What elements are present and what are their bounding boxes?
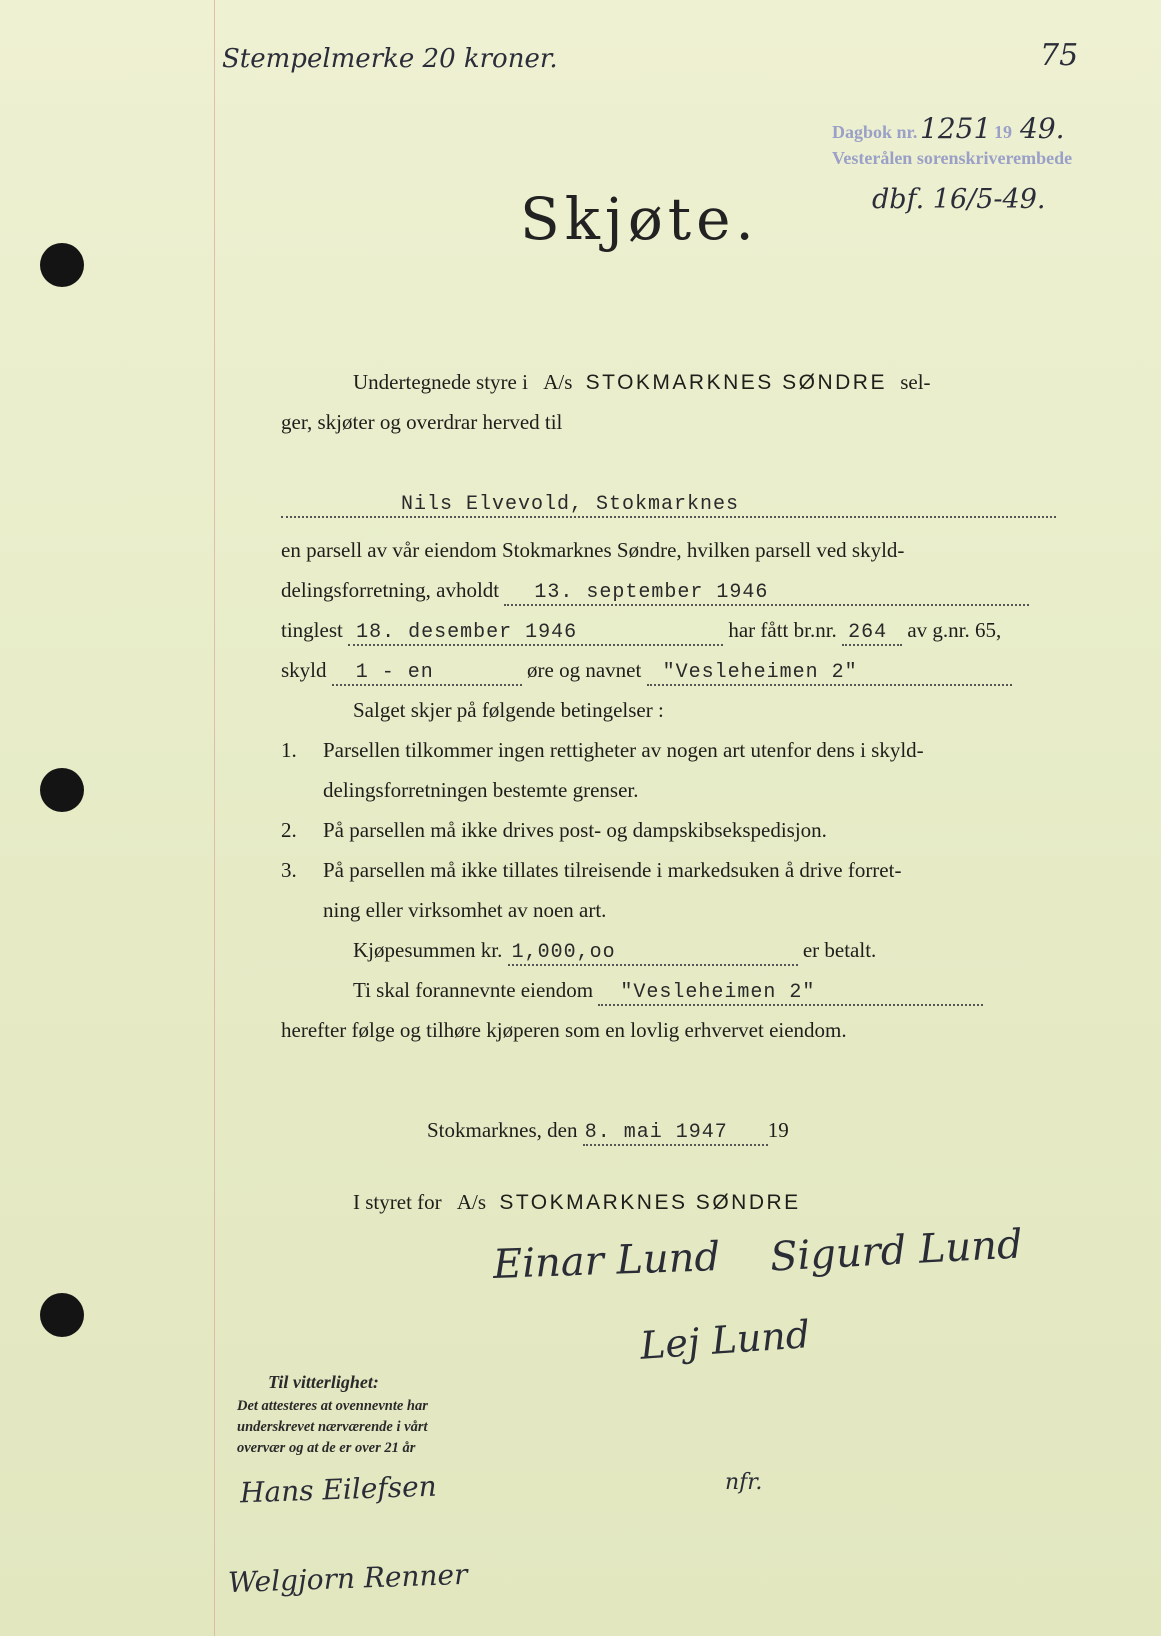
signature-sigurd-lund: Sigurd Lund	[768, 1221, 1024, 1281]
company-name: STOKMARKNES SØNDRE	[585, 371, 887, 394]
signature-initials: nfr.	[725, 1470, 763, 1495]
conditions-intro: Salget skjer på følgende betingelser :	[353, 698, 664, 722]
parcel-prefix: delingsforretning, avholdt	[281, 578, 500, 602]
parcel-line-2	[281, 578, 1029, 606]
punch-hole-bottom	[40, 1293, 84, 1337]
condition-number: 2.	[281, 818, 297, 842]
brnr-prefix: har fått br.nr.	[728, 618, 837, 642]
witness-heading: Til vitterlighet:	[268, 1372, 379, 1392]
price-prefix: Kjøpesummen kr.	[353, 938, 503, 962]
place-prefix: Stokmarknes, den	[427, 1118, 578, 1142]
transfer-line	[353, 978, 983, 1006]
punch-hole-middle	[40, 768, 84, 812]
signature-lej-lund: Lej Lund	[638, 1312, 812, 1368]
condition-text: På parsellen må ikke tillates tilreisende i markedsuken å drive forret-	[323, 858, 902, 882]
skyld-mid: øre og navnet	[527, 658, 642, 682]
board-company-prefix: A/s	[456, 1190, 487, 1214]
registry-year: 49.	[1020, 112, 1065, 145]
condition-text-continued: ning eller virksomhet av noen art.	[323, 898, 607, 922]
signature-einar-lund: Einar Lund	[492, 1234, 721, 1288]
registration-line	[281, 618, 1001, 646]
registered-prefix: tinglest	[281, 618, 343, 642]
skyld-value: 1 - en	[355, 661, 434, 684]
gnr-text: av g.nr. 65,	[907, 618, 1002, 642]
buyer-line	[281, 490, 1056, 518]
board-line	[353, 1190, 801, 1215]
witness-text-line: Det attesteres at ovennevnte har	[237, 1398, 428, 1414]
board-company: STOKMARKNES SØNDRE	[499, 1191, 801, 1214]
witness-signature-1: Hans Eilefsen	[239, 1469, 438, 1510]
condition-number: 1.	[281, 738, 297, 762]
property-name: "Vesleheimen 2"	[662, 661, 858, 684]
registry-number: 1251	[920, 112, 992, 145]
signing-place-date	[427, 1118, 789, 1146]
board-prefix: I styret for	[353, 1190, 442, 1214]
condition-text-continued: delingsforretningen bestemte grenser.	[323, 778, 639, 802]
company-prefix: A/s	[543, 370, 573, 394]
skyld-line	[281, 658, 1012, 686]
registry-handwritten-date: dbf. 16/5-49.	[872, 184, 1046, 215]
skyld-prefix: skyld	[281, 658, 327, 682]
intro-suffix: sel-	[900, 370, 931, 394]
transfer-prefix: Ti skal forannevnte eiendom	[353, 978, 594, 1002]
parcel-line-1: en parsell av vår eiendom Stokmarknes Søndre, hvilken parsell ved skyld-	[281, 538, 905, 562]
price-line	[353, 938, 876, 966]
witness-text-line: overvær og at de er over 21 år	[237, 1440, 416, 1456]
registered-date: 18. desember 1946	[356, 621, 578, 644]
page-number: 75	[1040, 38, 1079, 73]
price-suffix: er betalt.	[802, 938, 877, 962]
buyer-name: Nils Elvevold, Stokmarknes	[401, 493, 740, 516]
condition-text: Parsellen tilkommer ingen rettigheter av nogen art utenfor dens i skyld-	[323, 738, 924, 762]
registry-office: Vesterålen sorenskriverembede	[832, 148, 1073, 168]
condition-text: På parsellen må ikke drives post- og dampskibsekspedisjon.	[323, 818, 827, 842]
margin-rule	[214, 0, 215, 1636]
stamp-duty-note: Stempelmerke 20 kroner.	[222, 44, 558, 74]
registry-stamp-prefix: Dagbok nr.	[832, 122, 918, 142]
intro-line-2: ger, skjøter og overdrar herved til	[281, 410, 563, 434]
transfer-line-2: herefter følge og tilhøre kjøperen som en lovlig erhvervet eiendom.	[281, 1018, 847, 1042]
parcel-date: 13. september 1946	[534, 581, 769, 604]
punch-hole-top	[40, 243, 84, 287]
registry-year-prefix: 19	[994, 122, 1012, 142]
brnr-value: 264	[848, 621, 888, 644]
transfer-property: "Vesleheimen 2"	[620, 981, 816, 1004]
witness-signature-2: Welgjorn Renner	[227, 1557, 468, 1600]
intro-line-1	[353, 370, 931, 395]
document-title: Skjøte.	[520, 185, 759, 253]
price-value: 1,000,oo	[511, 941, 616, 964]
signing-date: 8. mai 1947	[584, 1121, 728, 1144]
witness-text-line: underskrevet nærværende i vårt	[237, 1419, 428, 1435]
intro-text: Undertegnede styre i	[353, 370, 528, 394]
year-suffix: 19	[767, 1118, 789, 1142]
condition-number: 3.	[281, 858, 297, 882]
